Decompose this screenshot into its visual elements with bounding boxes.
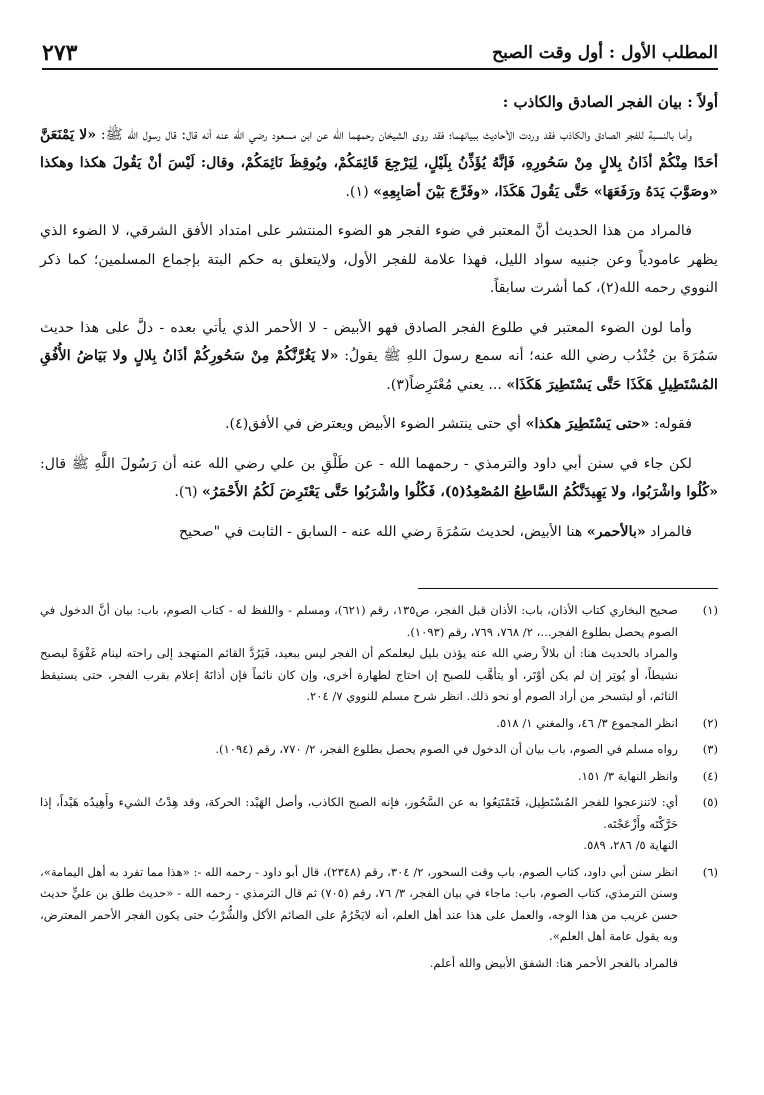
heading-true-false-dawn: أولاً : بيان الفجر الصادق والكاذب : xyxy=(502,93,718,111)
footnotes xyxy=(40,600,718,974)
hadith-talq: «كُلُوا واشْرَبُوا، ولا يَهِيدَنَّكُمُ السَّاطِعُ المُصْعِدُ(٥)، فَكُلُوا واشْرَبُوا حَتَّى يَعْتَرِضَ لَكُمُ الأَحْمَرُ» xyxy=(202,484,718,500)
paragraph-4-text: أي حتى ينتشر الضوء الأبيض ويعترض في الأفق(٤). xyxy=(225,416,522,432)
paragraph-5 xyxy=(40,450,718,507)
footnote xyxy=(40,600,718,708)
paragraph-6 xyxy=(40,518,718,547)
footnote-line: النهاية ٥/ ٢٨٦، ٥٨٩. xyxy=(583,838,678,852)
footnote-number: (٣) xyxy=(702,742,718,756)
footnote-ref-6: (٦). xyxy=(174,484,198,500)
header-rule xyxy=(42,68,718,70)
footnote-number: (١) xyxy=(702,603,718,617)
footnote-line: صحيح البخاري كتاب الأذان، باب: الأذان قبل الفجر، ص١٣٥، رقم (٦٢١)، ومسلم - واللفظ له - كتاب الصوم، باب: بيان أنَّ الدخول في الصوم يحصل بطلوع الفجر...، ٢/ ٧٦٨، ٧٦٩، رقم (١٠٩٣). xyxy=(40,603,678,639)
footnote-separator xyxy=(418,588,718,589)
footnote-number: (٥) xyxy=(702,795,718,809)
footnote xyxy=(40,739,718,761)
footnote-line: انظر سنن أبي داود، كتاب الصوم، باب وقت السحور، ٢/ ٣٠٤، رقم (٢٣٤٨)، قال أبو داود - رحمه الله -: «هذا مما تفرد به أهل اليمامة»، وسنن الترمذي، كتاب الصوم، باب: ماجاء في بيان الفجر، ٣/ ٧٦، رقم (٧٠٥) ثم قال الترمذي - رحمه الله - «حديث طلق بن عليٍّ حديث حسن غريب من هذا الوجه، والعمل على هذا عند أهل العلم، أنه لايَحْرُمُ على الصائم الأكل والشُّرْبُ حتى يكون الفجر الأحمر المعترض، وبه يقول عامة أهل العلم». xyxy=(40,864,679,943)
hadith-samura: «لا يَغُرَّنَّكُمْ مِنْ سَحُورِكُمْ أذَانُ بِلالٍ ولا بَيَاضُ الأُفُقِ المُسْتَطِيلِ هَكَذَا حَتَّى يَسْتَطِيرَ هَكَذَا» xyxy=(40,348,718,393)
page-number: ٢٧٣ xyxy=(42,40,78,66)
paragraph-1 xyxy=(40,121,718,207)
footnote xyxy=(40,713,718,735)
footnote-conclusion: فالمراد بالفجر الأحمر هنا: الشفق الأبيض والله أعلم. xyxy=(429,955,678,970)
paragraph-6-text: هنا الأبيض، لحديث سَمُرَةَ رضي الله عنه - السابق - الثابت في "صحيح xyxy=(178,523,583,540)
quoted-word-red: «بالأحمر» xyxy=(586,523,646,540)
footnote xyxy=(40,862,718,948)
footnote-number: (٦) xyxy=(702,864,718,879)
quoted-phrase: «حتى يَسْتَطِيرَ هكذا» xyxy=(525,416,650,432)
footnote-line: رواه مسلم في الصوم، باب بيان أن الدخول في الصوم يحصل بطلوع الفجر، ٢/ ٧٧٠، رقم (١٠٩٤). xyxy=(215,742,678,756)
section-title: المطلب الأول : أول وقت الصبح xyxy=(492,43,718,63)
footnote xyxy=(40,792,718,857)
hadith-ibn-masud: «لا يَمْنَعَنَّ أحَدًا مِنْكُمْ أذَانُ بِلالٍ مِنْ سَحُورِهِ، فَإنَّهُ يُؤَذِّنُ بِلَيْلٍ، لِيَرْجِعَ قَائِمَكُمْ، ويُوقِظَ نَائِمَكُمْ، وقال: لَيْسَ أنْ يَقُولَ هكذا وهكذا «وصَوَّبَ يَدَهُ ورَفَعَهَا» حَتَّى يَقُولَ هَكَذَا، «وفَرَّجَ بَيْنَ أصَابِعِهِ» xyxy=(40,126,718,200)
footnote-number: (٢) xyxy=(702,715,718,730)
main-text xyxy=(40,88,718,557)
paragraph-5-text: لكن جاء في سنن أبي داود والترمذي - رحمهما الله - عن طَلْقِ بن علي رضي الله عنه أن رَسُولَ اللَّهِ ﷺ قال: xyxy=(40,455,692,472)
footnote-number: (٤) xyxy=(702,768,718,783)
footnote-line: وانظر النهاية ٣/ ١٥١. xyxy=(577,768,678,783)
paragraph-2: فالمراد من هذا الحديث أنَّ المعتبر في ضوء الفجر هو الضوء المنتشر على امتداد الأفق الشرقي، لا الضوء الذي يظهر عامودياً وعن جنبيه سواد الليل، فهذا علامة للفجر الأول، ولايتعلق به حكم البتة بإجماع المسلمين؛ كما ذكر النووي رحمه الله(٢)، كما أشرت سابقاً. xyxy=(40,223,718,296)
paragraph-3 xyxy=(40,314,718,400)
paragraph-6-lead: فالمراد xyxy=(650,523,692,540)
paragraph-4-lead: فقوله: xyxy=(654,416,692,432)
paragraph-4 xyxy=(40,410,718,439)
footnote-line: انظر المجموع ٣/ ٤٦، والمغني ١/ ٥١٨. xyxy=(496,715,678,730)
paragraph-3-tail: ... يعني مُعْتَرِضاً(٣). xyxy=(386,376,502,393)
footnote-line: والمراد بالحديث هنا: أن بلالاً رضي الله عنه يؤذن بليل ليعلمكم أن الفجر ليس ببعيد، فَيَرُدَّ القائم المتهجد إلى راحته لينام غَفْوَةً ليصبح نشيطاً، أو يُوتِر إن لم يكن أوْتَر، أو يتأهَّب للصبح إن احتاج لطهارة أخرى، وإن كان نائماً فإن أذانَهُ إعلام بقرب الفجر، حتى يستيقظ النائم، أو ليتسحر من أراد الصوم أو نحو ذلك. انظر شرح مسلم للنووي ٧/ ٢٠٤. xyxy=(40,646,678,703)
paragraph-1-text: وأما بالنسبة للفجر الصادق والكاذب فقد وردت الأحاديث ببيانهما؛ فقد روى الشيخان رحمهما الله عن ابن مسعود رضي الله عنه أنه قال: قال رسول الله ﷺ: xyxy=(100,126,692,143)
footnote xyxy=(40,766,718,788)
page-header xyxy=(42,36,718,70)
footnote-line: أي: لاتنزعجوا للفجر المُسْتَطِيل، فَتَمْتَنِعُوا به عن السَّحُور، فإنه الصبح الكاذب، وأصل الهَيْد: الحركة، وقد هِدْتُ الشيء وأَهِيدُه هَيْداً، إذا حَرَّكْتَه وأَزْعَجْتَه. xyxy=(40,795,678,831)
footnote-ref-1: (١). xyxy=(345,183,369,200)
paragraph-3-text: وأما لون الضوء المعتبر في طلوع الفجر الصادق فهو الأبيض - لا الأحمر الذي يأتي بعده - دلَّ على هذا حديث سَمُرَةَ بن جُنْدُب رضي الله عنه؛ أنه سمع رسولَ اللهِ ﷺ يقولُ: xyxy=(40,319,719,364)
